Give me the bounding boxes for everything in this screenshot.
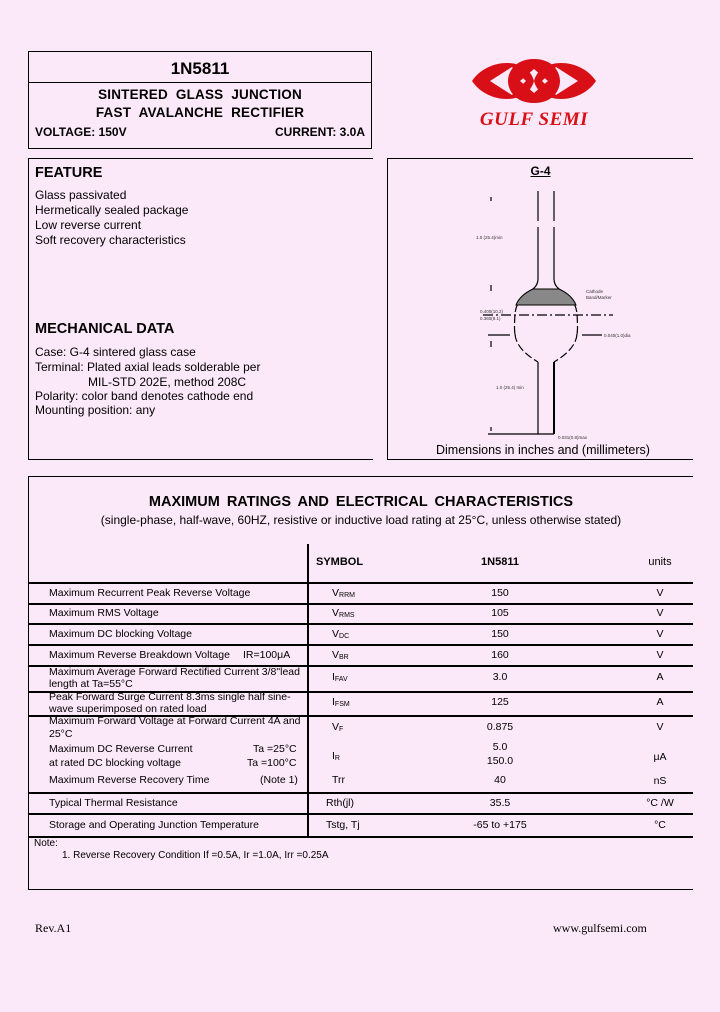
table-divider: [28, 603, 693, 605]
row-condition: Ta =100°C: [247, 757, 297, 769]
row-unit: μA: [653, 751, 667, 763]
feature-section: [28, 158, 373, 460]
row-description: Maximum Reverse Breakdown Voltage: [49, 649, 230, 661]
column-header-part: 1N5811: [481, 556, 519, 568]
feature-item: Hermetically sealed package: [35, 203, 189, 217]
table-divider: [28, 792, 693, 794]
column-header-symbol: SYMBOL: [316, 556, 364, 568]
row-description: Maximum Forward Voltage at Forward Current 4A and: [49, 715, 301, 727]
row-symbol: Rth(jl): [326, 797, 354, 809]
logo-mark-icon: [468, 55, 600, 107]
svg-text:Band/Marker: Band/Marker: [586, 295, 612, 300]
mechanical-item: Polarity: color band denotes cathode end: [35, 389, 254, 403]
mechanical-item: Terminal: Plated axial leads solderable per: [35, 360, 261, 374]
svg-text:0.031(0.8)max: 0.031(0.8)max: [558, 435, 588, 440]
row-description: Maximum Average Forward Rectified Current 3/8"lead: [49, 666, 300, 678]
row-symbol: $I_R$: [332, 750, 340, 762]
svg-text:0.040(1.0)dia: 0.040(1.0)dia: [604, 333, 631, 338]
row-value: 125: [491, 696, 509, 708]
subtitle-line-2: FAST AVALANCHE RECTIFIER: [95, 105, 305, 120]
row-unit: A: [656, 696, 664, 708]
row-value: 150: [491, 628, 509, 640]
package-label: G-4: [530, 164, 551, 178]
current-rating: CURRENT: 3.0A: [274, 125, 365, 139]
gulf-semi-logo: [468, 55, 600, 135]
row-condition: Ta =25°C: [253, 743, 297, 755]
voltage-rating: VOLTAGE: 150V: [35, 125, 127, 139]
row-description: Maximum Recurrent Peak Reverse Voltage: [49, 587, 251, 599]
ratings-subtitle: (single-phase, half-wave, 60HZ, resistive or inductive load rating at 25°C, unless otherwise stated): [100, 513, 622, 527]
row-description: Maximum RMS Voltage: [49, 607, 159, 619]
row-value-2: 150.0: [486, 755, 514, 767]
mechanical-heading: MECHANICAL DATA: [35, 321, 175, 337]
mechanical-item: MIL-STD 202E, method 208C: [88, 375, 247, 389]
ratings-heading: MAXIMUM RATINGS AND ELECTRICAL CHARACTERISTICS: [148, 494, 574, 510]
row-unit: A: [656, 671, 664, 683]
feature-item: Low reverse current: [35, 218, 142, 232]
row-unit: V: [656, 587, 664, 599]
feature-item: Glass passivated: [35, 188, 127, 202]
svg-text:0.400(10.2): 0.400(10.2): [480, 309, 504, 314]
row-description-cont: length at Ta=55°C: [49, 678, 133, 690]
row-unit: V: [656, 607, 664, 619]
diode-outline-drawing: [388, 159, 694, 444]
column-header-units: units: [648, 556, 672, 568]
revision-label: Rev.A1: [35, 921, 72, 935]
row-description-cont: 25°C: [49, 728, 73, 740]
row-unit: V: [656, 649, 664, 661]
row-condition: (Note 1): [260, 774, 298, 786]
row-description-cont: wave superimposed on rated load: [49, 703, 207, 715]
row-unit: °C /W: [646, 797, 674, 809]
feature-item: Soft recovery characteristics: [35, 233, 186, 247]
row-value: 40: [494, 774, 506, 786]
brand-name: GULF SEMI: [479, 109, 589, 130]
package-diagram-section: [387, 158, 693, 460]
row-symbol: $V_{BR}$: [332, 649, 349, 661]
dimensions-caption: Dimensions in inches and (millimeters): [436, 443, 650, 457]
table-divider: [28, 623, 693, 625]
row-condition: IR=100μA: [243, 649, 291, 661]
row-description: Peak Forward Surge Current 8.3ms single half sine-: [49, 691, 291, 703]
row-value: 5.0: [492, 741, 508, 753]
row-symbol: $V_{RRM}$: [332, 587, 355, 599]
row-value: -65 to +175: [473, 819, 527, 831]
row-symbol: $V_{DC}$: [332, 628, 350, 640]
svg-text:Cathode: Cathode: [586, 289, 604, 294]
row-symbol: $I_{FSM}$: [332, 696, 350, 708]
row-symbol: $I_{FAV}$: [332, 671, 348, 683]
dim-lead-length-top: 1.0 (25.4)min: [476, 235, 503, 240]
row-value: 160: [491, 649, 509, 661]
row-symbol: $V_{RMS}$: [332, 607, 355, 619]
row-unit: nS: [653, 775, 667, 787]
website-link[interactable]: www.gulfsemi.com: [553, 921, 647, 935]
row-description: Storage and Operating Junction Temperature: [49, 819, 259, 831]
row-description: Typical Thermal Resistance: [49, 797, 178, 809]
note-label: Note:: [34, 838, 58, 849]
row-value: 150: [491, 587, 509, 599]
svg-text:1.0 (25.4) min: 1.0 (25.4) min: [496, 385, 524, 390]
table-divider: [28, 813, 693, 815]
table-divider: [28, 582, 693, 584]
row-description: Maximum Reverse Recovery Time: [49, 774, 210, 786]
row-symbol: Trr: [332, 774, 346, 786]
cathode-band: [516, 289, 576, 305]
row-value: 105: [491, 607, 509, 619]
part-number: 1N5811: [29, 56, 371, 83]
row-value: 35.5: [489, 797, 511, 809]
feature-heading: FEATURE: [35, 165, 103, 181]
row-value: 0.875: [486, 721, 514, 733]
row-description: Maximum DC Reverse Current: [49, 743, 193, 755]
mechanical-item: Case: G-4 sintered glass case: [35, 345, 196, 359]
note-1: 1. Reverse Recovery Condition If =0.5A, Ir =1.0A, Irr =0.25A: [62, 850, 329, 861]
title-box: [28, 51, 372, 149]
svg-text:0.360(9.1): 0.360(9.1): [480, 316, 501, 321]
row-value: 3.0: [492, 671, 508, 683]
row-symbol: Tstg, Tj: [326, 819, 360, 831]
row-symbol: $V_F$: [332, 721, 344, 733]
row-unit: V: [656, 628, 664, 640]
subtitle-line-1: SINTERED GLASS JUNCTION: [98, 87, 302, 102]
row-description-cont: at rated DC blocking voltage: [49, 757, 181, 769]
row-unit: °C: [654, 819, 666, 831]
mechanical-item: Mounting position: any: [35, 403, 156, 417]
table-divider: [28, 836, 693, 838]
row-unit: V: [656, 721, 664, 733]
row-description: Maximum DC blocking Voltage: [49, 628, 192, 640]
table-divider: [28, 644, 693, 646]
